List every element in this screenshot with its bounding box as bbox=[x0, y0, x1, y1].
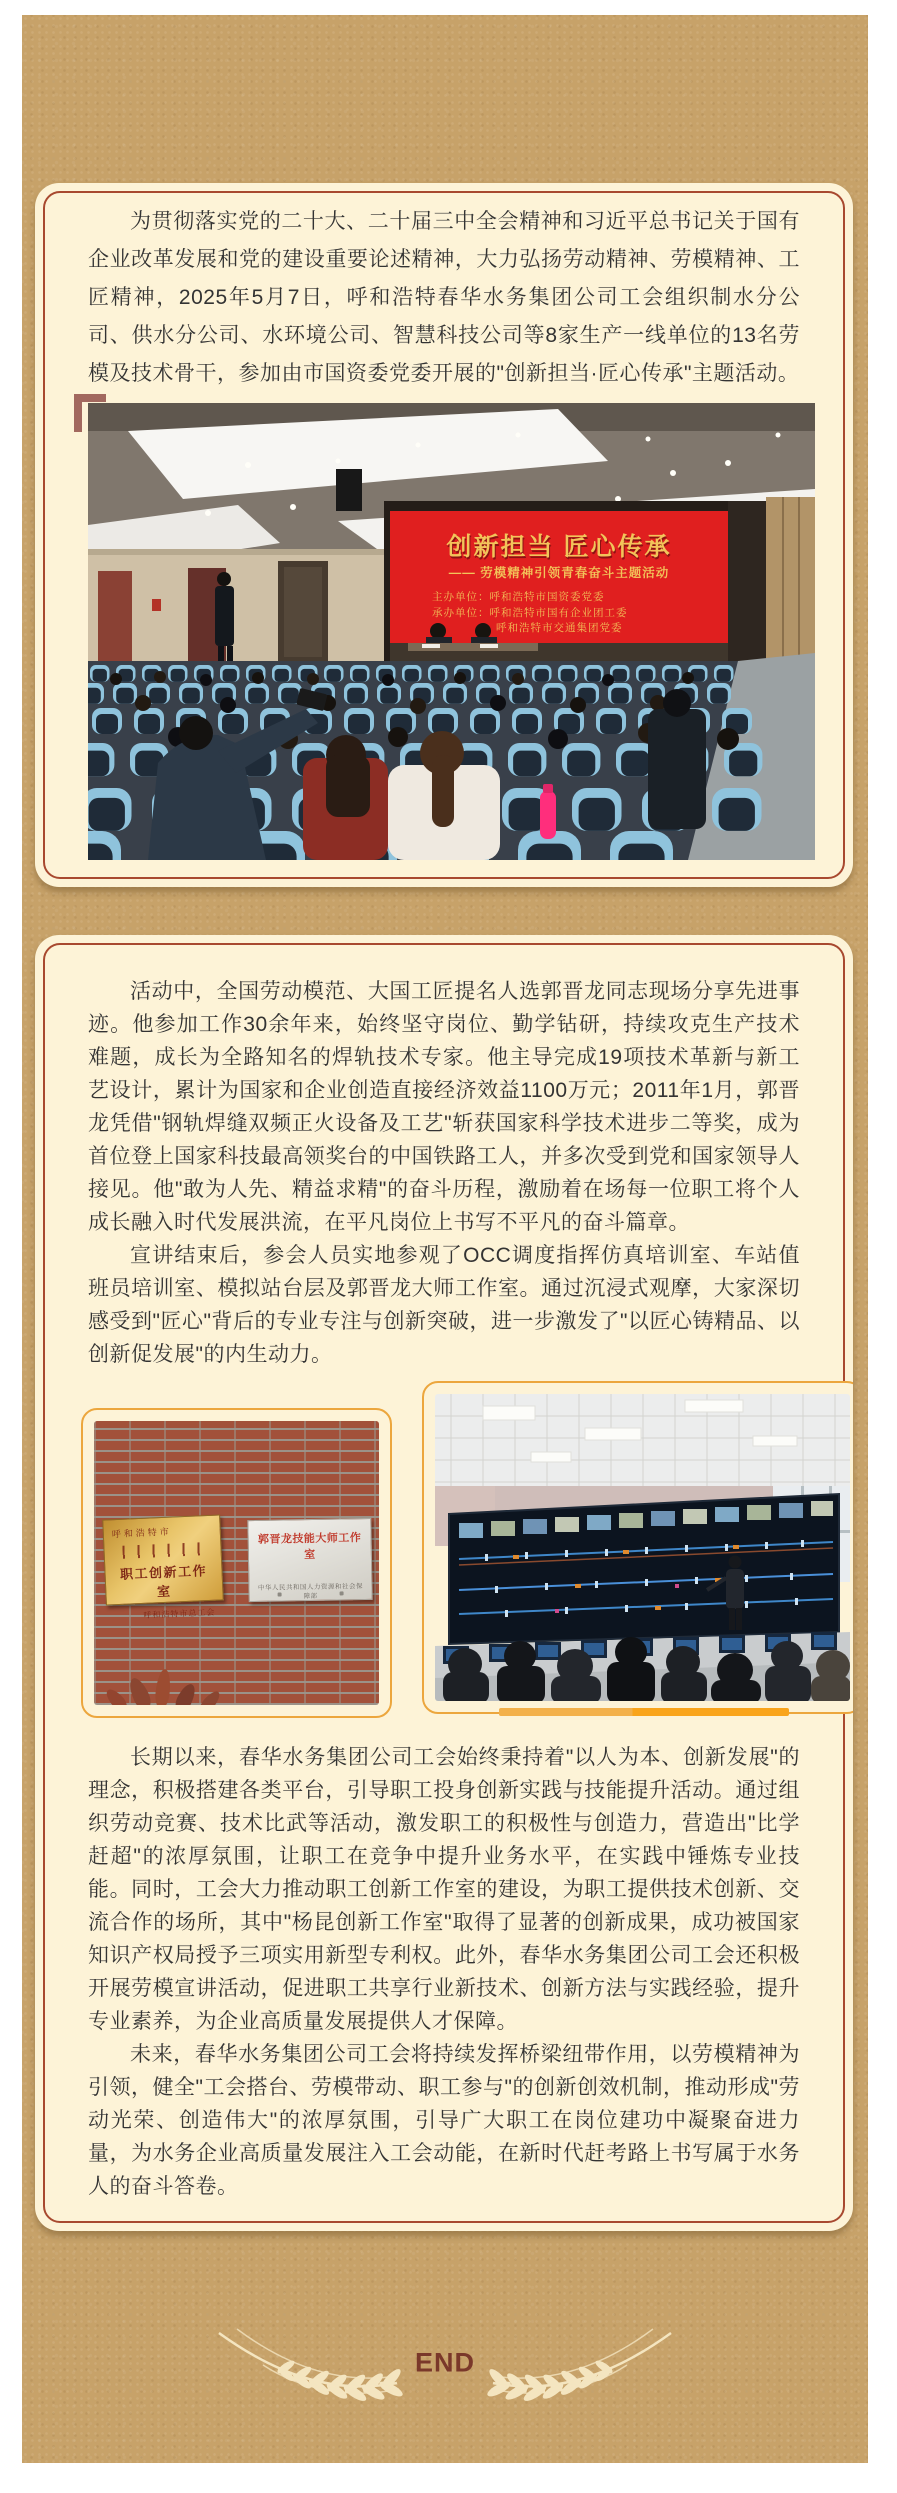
orange-accent-bar bbox=[499, 1708, 789, 1716]
photo-conference-room bbox=[88, 403, 815, 860]
body-paragraph-1: 活动中，全国劳动模范、大国工匠提名人选郭晋龙同志现场分享先进事迹。他参加工作30余年来，始终坚守岗位、勤学钻研，持续攻克生产技术难题，成长为全路知名的焊轨技术专家。他主导完成19项技术革新与新工艺设计，累计为国家和企业创造直接经济效益1100万元；2011年1月，郭晋龙凭借"钢轨焊缝双频正火设备及工艺"斩获国家科学技术进步二等奖，成为首位登上国家科技最高领奖台的中国铁路工人，并多次受到党和国家领导人接见。他"敢为人先、精益求精"的奋斗历程，激励着在场每一位职工将个人成长融入时代发展洪流，在平凡岗位上书写不平凡的奋斗篇章。 bbox=[88, 980, 800, 1234]
article-background bbox=[22, 15, 868, 2463]
photo-occ-control-room bbox=[422, 1381, 853, 1714]
plant-leaf bbox=[126, 1675, 154, 1705]
plant-leaf bbox=[172, 1681, 199, 1705]
main-card bbox=[35, 935, 853, 2231]
screen-subtitle: —— 劳模精神引领青春奋斗主题活动 bbox=[448, 566, 670, 580]
silver-plaque-title: 郭晋龙技能大师工作室 bbox=[257, 1532, 362, 1562]
led-screen bbox=[390, 511, 728, 643]
gold-plaque-title: 职工创新工作室 bbox=[119, 1563, 208, 1600]
gold-plaque-issuer: 呼和浩特市总工会 bbox=[143, 1607, 216, 1620]
plant-leaf bbox=[103, 1686, 130, 1705]
screw-decoration bbox=[278, 1593, 282, 1597]
plant-leaf bbox=[154, 1668, 172, 1705]
screen-title: 创新担当 匠心传承 bbox=[446, 533, 672, 561]
body-paragraph-2: 宣讲结束后，参会人员实地参观了OCC调度指挥仿真培训室、车站值班员培训室、模拟站台层及郭晋龙大师工作室。通过沉浸式观摩，大家深切感受到"匠心"背后的专业专注与创新突破，进一步激发了"以匠心铸精品、以创新促发展"的内生动力。 bbox=[88, 1244, 800, 1366]
silver-plaque-issuer: 中华人民共和国人力资源和社会保障部 bbox=[257, 1583, 364, 1601]
gold-plaque-city: 呼和浩特市 bbox=[111, 1526, 173, 1540]
end-label: END bbox=[414, 2347, 476, 2378]
occ-room bbox=[435, 1394, 850, 1701]
plant-leaf bbox=[197, 1688, 223, 1705]
body-paragraph-3: 长期以来，春华水务集团公司工会始终秉持着"以人为本、创新发展"的理念，积极搭建各类平台，引导职工投身创新实践与技能提升活动。通过组织劳动竞赛、技术比武等活动，激发职工的积极性与创造力，营造出"比学赶超"的浓厚氛围，让职工在竞争中提升业务水平，在实践中锤炼专业技能。同时，工会大力推动职工创新工作室的建设，为职工提供技术创新、交流合作的场所，其中"杨昆创新工作室"取得了显著的创新成果，成功被国家知识产权局授予三项实用新型专利权。此外，春华水务集团公司工会还积极开展劳模宣讲活动，促进职工共享行业新技术、创新方法与实践经验，提升专业素养，为企业高质量发展提供人才保障。 bbox=[88, 1746, 800, 2033]
intro-card bbox=[35, 183, 853, 887]
pink-bottle bbox=[540, 791, 556, 839]
mongolian-script-decoration bbox=[122, 1542, 202, 1558]
gold-plaque bbox=[102, 1514, 224, 1620]
occ-room-illustration bbox=[435, 1394, 850, 1701]
screen-organizer-line3: 呼和浩特市交通集团党委 bbox=[496, 622, 623, 634]
screen-organizer-line2: 承办单位：呼和浩特市国有企业团工委 bbox=[432, 607, 628, 619]
body-paragraph-4: 未来，春华水务集团公司工会将持续发挥桥梁纽带作用，以劳模精神为引领，健全"工会搭台、劳模带动、职工参与"的创新创效机制，推动形成"劳动光荣、创造伟大"的浓厚氛围，引导广大职工在岗位建功中凝聚奋进力量，为水务企业高质量发展注入工会动能，在新时代赶考路上书写属于水务人的奋斗答卷。 bbox=[88, 2043, 800, 2198]
screen-organizer-line1: 主办单位：呼和浩特市国资委党委 bbox=[432, 591, 605, 603]
end-footer bbox=[185, 2323, 705, 2409]
screw-decoration bbox=[340, 1591, 344, 1595]
silver-plaque bbox=[247, 1518, 372, 1602]
photo-innovation-studio-plaques bbox=[81, 1408, 392, 1718]
photos-row bbox=[58, 1381, 800, 1741]
intro-paragraph: 为贯彻落实党的二十大、二十届三中全会精神和习近平总书记关于国有企业改革发展和党的建设重要论述精神，大力弘扬劳动精神、劳模精神、工匠精神，2025年5月7日，呼和浩特春华水务集团公司工会组织制水分公司、供水分公司、水环境公司、智慧科技公司等8家生产一线单位的13名劳模及技术骨干，参加由市国资委党委开展的"创新担当·匠心传承"主题活动。 bbox=[88, 210, 800, 385]
brick-wall bbox=[94, 1421, 379, 1705]
speaker-box bbox=[336, 469, 362, 511]
